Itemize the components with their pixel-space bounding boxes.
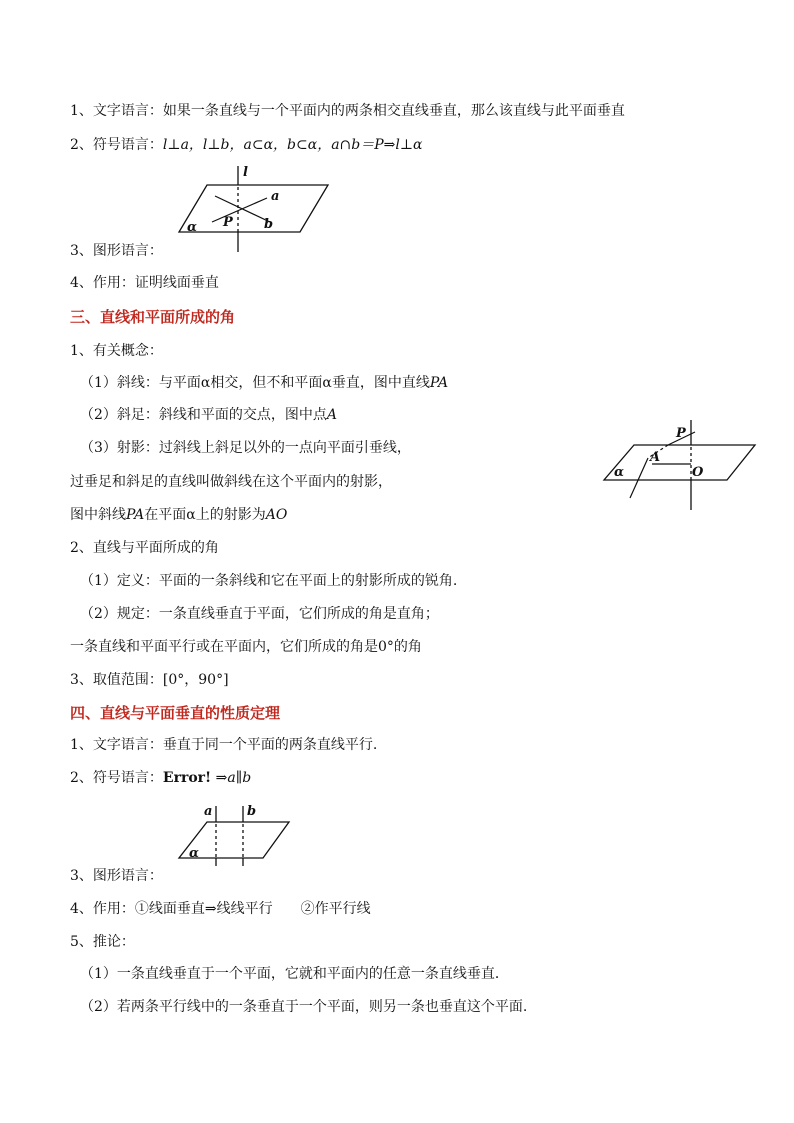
fig1-label-alpha: α xyxy=(187,220,198,235)
s3-oblique-line-text: （1）斜线：与平面α相交，但不和平面α垂直，图中直线 xyxy=(80,375,430,391)
fig1-label-p: P xyxy=(223,215,233,230)
s3-angle-definition: （1）定义：平面的一条斜线和它在平面上的射影所成的锐角. xyxy=(80,573,458,589)
s4-corollary-1: （1）一条直线垂直于一个平面，它就和平面内的任意一条直线垂直． xyxy=(80,966,509,982)
s3-angle-title: 2、直线与平面所成的角 xyxy=(70,540,219,556)
s4-figure-language: 3、图形语言： xyxy=(70,868,163,884)
fig2-label-alpha: α xyxy=(614,465,625,480)
s2-figure-language: 3、图形语言： xyxy=(70,243,163,259)
s4-corollary-2: （2）若两条平行线中的一条垂直于一个平面，则另一条也垂直这个平面. xyxy=(80,999,528,1015)
s3-projection: （3）射影：过斜线上斜足以外的一点向平面引垂线， xyxy=(80,440,411,456)
parallel-perpendicular-figure xyxy=(175,800,295,866)
line-plane-angle-figure xyxy=(600,418,760,514)
s3-angle-rule: （2）规定：一条直线垂直于平面，它们所成的角是直角； xyxy=(80,606,439,622)
s4-symbol-language xyxy=(70,768,251,788)
s3-oblique-line-var: PA xyxy=(429,375,449,391)
s2-symbol-language xyxy=(70,135,422,155)
fig2-label-o: O xyxy=(692,465,704,480)
s4-symbol-prefix: 2、符号语言： xyxy=(70,770,163,786)
s2-symbol-formula: l⊥a，l⊥b，a⊂α，b⊂α，a∩b＝P⇒l⊥α xyxy=(162,137,423,153)
s3-angle-range: 3、取值范围：[0°，90°] xyxy=(70,672,229,688)
s3-example-var1: PA xyxy=(126,507,145,523)
s4-symbol-formula: ⇒a∥b xyxy=(211,770,252,786)
s3-oblique-foot xyxy=(80,405,337,425)
s4-symbol-error: Error! xyxy=(162,770,212,786)
fig1-label-b: b xyxy=(264,217,274,232)
fig2-label-p: P xyxy=(676,426,686,441)
s3-oblique-foot-text: （2）斜足：斜线和平面的交点，图中点 xyxy=(80,407,327,423)
s3-concepts: 1、有关概念： xyxy=(70,343,163,359)
s2-text-language: 1、文字语言：如果一条直线与一个平面内的两条相交直线垂直，那么该直线与此平面垂直 xyxy=(70,103,625,119)
s3-example-mid: 在平面α上的射影为 xyxy=(144,507,266,523)
s3-projection-cont: 过垂足和斜足的直线叫做斜线在这个平面内的射影， xyxy=(70,474,392,490)
fig3-label-alpha: α xyxy=(189,846,200,861)
fig1-label-l: l xyxy=(243,165,248,180)
s3-oblique-foot-var: A xyxy=(326,407,338,423)
fig3-label-a: a xyxy=(204,804,213,819)
s3-oblique-line xyxy=(80,373,448,393)
s4-usage: 4、作用：①线面垂直⇒线线平行 ②作平行线 xyxy=(70,901,371,917)
s4-corollary-title: 5、推论： xyxy=(70,934,135,950)
s3-example-prefix: 图中斜线 xyxy=(70,507,126,523)
s3-heading: 三、直线和平面所成的角 xyxy=(70,308,236,326)
s3-projection-example xyxy=(70,505,287,525)
fig3-label-b: b xyxy=(247,804,257,819)
perpendicular-line-plane-figure xyxy=(175,162,335,254)
s4-text-language: 1、文字语言：垂直于同一个平面的两条直线平行. xyxy=(70,737,378,753)
s4-heading: 四、直线与平面垂直的性质定理 xyxy=(70,704,281,722)
s2-symbol-prefix: 2、符号语言： xyxy=(70,137,163,153)
s3-angle-rule-cont: 一条直线和平面平行或在平面内，它们所成的角是0°的角 xyxy=(70,639,422,655)
fig2-label-a: A xyxy=(650,450,661,465)
s2-usage: 4、作用：证明线面垂直 xyxy=(70,275,219,291)
s3-example-var2: AO xyxy=(265,507,288,523)
fig1-label-a: a xyxy=(271,189,280,204)
